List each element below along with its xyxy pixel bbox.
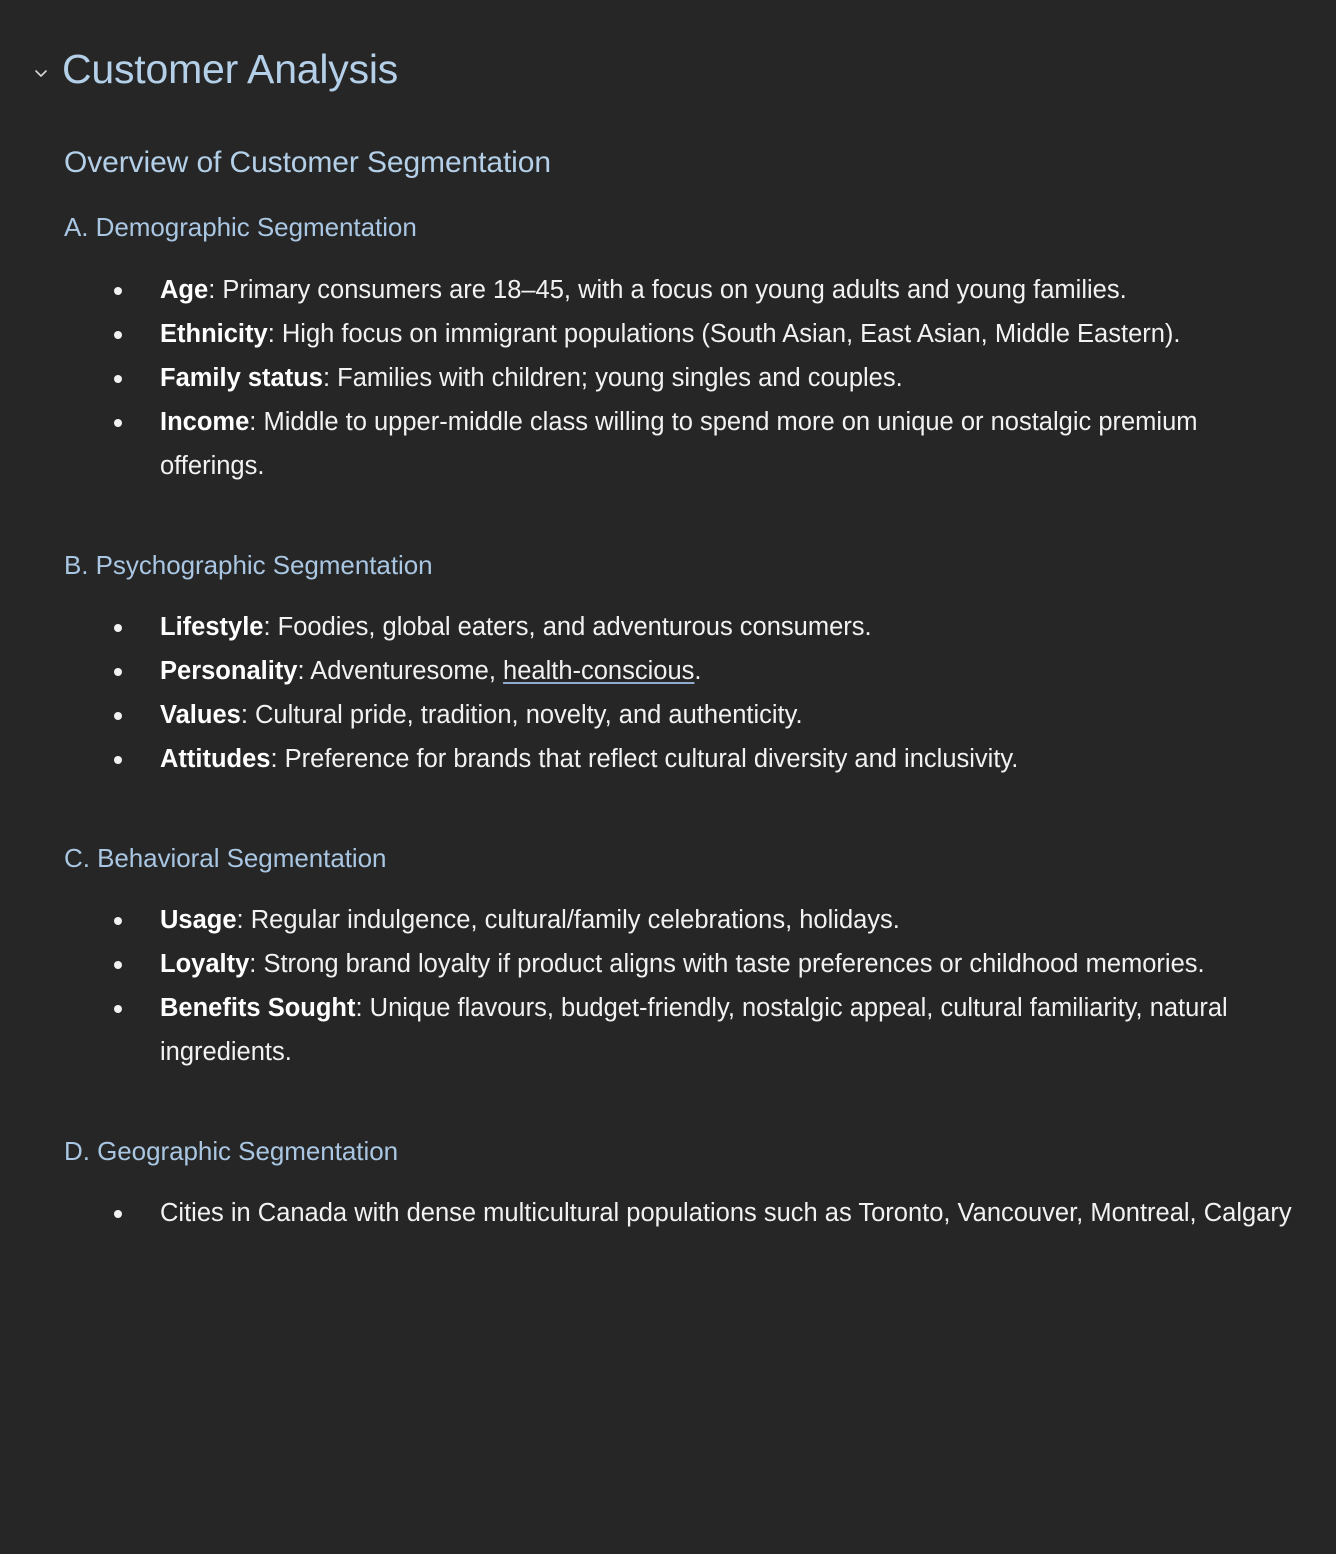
list-item bbox=[0, 942, 1336, 986]
bullet-text: : Cultural pride, tradition, novelty, and authenticity. bbox=[240, 700, 803, 729]
list-item bbox=[0, 898, 1336, 942]
bullet-label: Values bbox=[160, 700, 241, 729]
list-item bbox=[0, 605, 1336, 649]
list-item bbox=[0, 268, 1336, 312]
list-item bbox=[0, 986, 1336, 1074]
bullet-label: Benefits Sought bbox=[160, 993, 356, 1022]
list-item bbox=[0, 312, 1336, 356]
section-heading-b: B. Psychographic Segmentation bbox=[64, 549, 433, 580]
bullet-text: : Regular indulgence, cultural/family celebrations, holidays. bbox=[236, 905, 900, 934]
bullet-label: Family status bbox=[160, 363, 323, 392]
section-heading-a: A. Demographic Segmentation bbox=[64, 212, 417, 243]
bullet-text: : Families with children; young singles and couples. bbox=[322, 363, 903, 392]
bullet-list-b bbox=[0, 605, 1336, 781]
bullet-list-a bbox=[0, 268, 1336, 488]
bullet-label: Age bbox=[160, 275, 209, 304]
bullet-label: Usage bbox=[160, 905, 237, 934]
bullet-text: : Adventuresome, bbox=[297, 656, 504, 685]
list-item bbox=[0, 737, 1336, 781]
section-heading-c: C. Behavioral Segmentation bbox=[64, 842, 387, 873]
bullet-text: : Foodies, global eaters, and adventurous consumers. bbox=[263, 612, 872, 641]
page-title: Customer Analysis bbox=[62, 46, 399, 93]
bullet-label: Lifestyle bbox=[160, 612, 264, 641]
spellcheck-marked-text[interactable]: health-conscious bbox=[503, 656, 695, 685]
bullet-text: : Unique flavours, budget-friendly, nostalgic appeal, cultural familiarity, natural ingredients. bbox=[160, 993, 1228, 1066]
bullet-text: : Strong brand loyalty if product aligns with taste preferences or childhood memories. bbox=[249, 949, 1205, 978]
bullet-text: : High focus on immigrant populations (South Asian, East Asian, Middle Eastern). bbox=[267, 319, 1181, 348]
list-item bbox=[0, 693, 1336, 737]
bullet-label: Attitudes bbox=[160, 744, 271, 773]
bullet-text-after: . bbox=[694, 656, 702, 685]
document-subtitle: Overview of Customer Segmentation bbox=[64, 146, 551, 180]
bullet-text: Cities in Canada with dense multicultural populations such as Toronto, Vancouver, Montreal, Calgary bbox=[160, 1199, 1292, 1228]
bullet-label: Income bbox=[160, 407, 250, 436]
bullet-text: : Middle to upper-middle class willing to spend more on unique or nostalgic premium offerings. bbox=[160, 407, 1198, 480]
section-heading-d: D. Geographic Segmentation bbox=[64, 1135, 399, 1166]
bullet-list-c bbox=[0, 898, 1336, 1074]
bullet-label: Personality bbox=[160, 656, 298, 685]
bullet-label: Ethnicity bbox=[160, 319, 268, 348]
list-item bbox=[0, 356, 1336, 400]
bullet-text: : Preference for brands that reflect cultural diversity and inclusivity. bbox=[270, 744, 1019, 773]
bullet-label: Loyalty bbox=[160, 949, 250, 978]
chevron-down-icon[interactable] bbox=[28, 60, 54, 86]
bullet-list-d bbox=[0, 1191, 1336, 1235]
document-title-row bbox=[28, 0, 1336, 121]
list-item bbox=[0, 400, 1336, 488]
list-item bbox=[0, 1191, 1336, 1235]
list-item bbox=[0, 649, 1336, 693]
bullet-text: : Primary consumers are 18–45, with a focus on young adults and young families. bbox=[208, 275, 1127, 304]
